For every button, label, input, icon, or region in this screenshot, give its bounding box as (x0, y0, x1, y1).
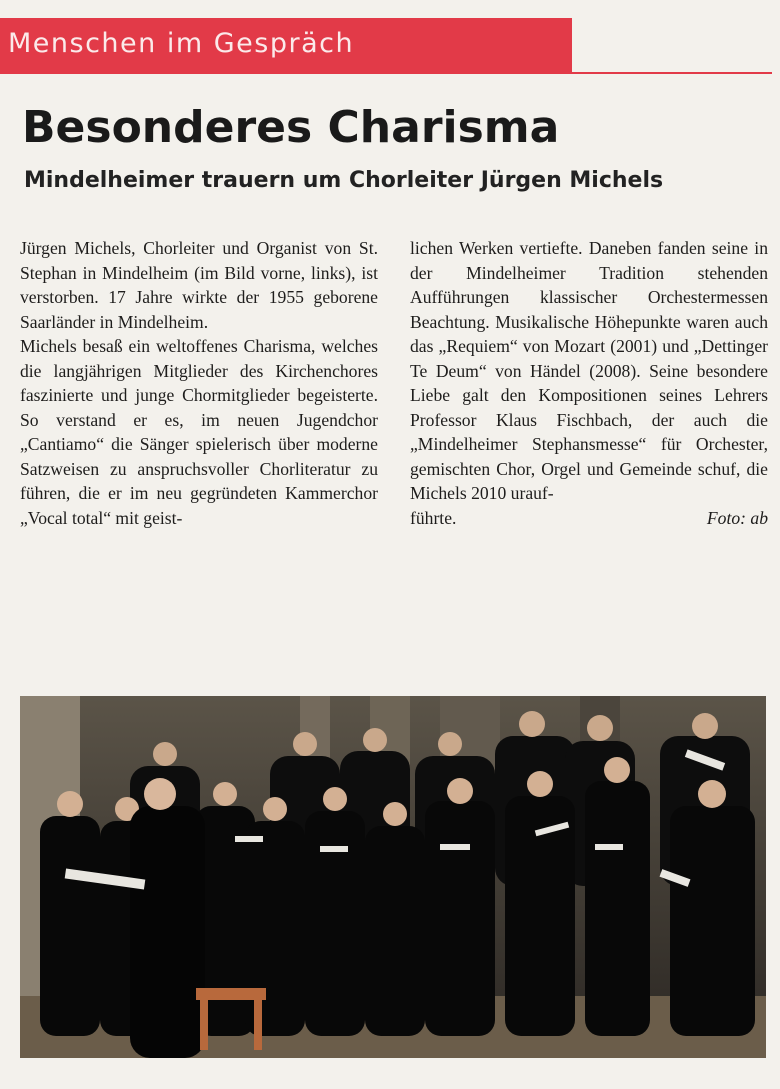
article-paragraph-1: Jürgen Michels, Chorleiter und Organist von St. Stephan in Mindelheim (im Bild vorne, links), ist verstorben. 17 Jahre wirkte der 1955 geborene Saarländer in Mindelheim. (20, 238, 378, 332)
article-subheadline: Mindelheimer trauern um Chorleiter Jürgen Michels (24, 168, 664, 193)
article-paragraph-2: Michels besaß ein weltoffenes Charisma, welches die langjährigen Mitglieder des Kirchenchores faszinierte und junge Chormitglieder begeisterte. So verstand er es, im neuen Jugendchor „Cantiamo“ die Sänger spielerisch über moderne Satzweisen zu anspruchsvoller Chorliteratur zu führen, die er im neu gegründeten Kammerchor „Vocal total“ mit geist- (20, 336, 378, 528)
section-header-rule (572, 72, 772, 74)
article-last-word: führte. (410, 507, 457, 528)
choir-photo-illustration (20, 696, 766, 1058)
article-headline: Besonderes Charisma (22, 102, 560, 153)
article-column-right (410, 236, 768, 530)
article-column-left (20, 236, 378, 530)
section-label: Menschen im Gespräch (8, 28, 355, 59)
article-paragraph-3: lichen Werken vertiefte. Daneben fanden seine in der Mindelheimer Tradition stehenden Aufführungen klassischer Orchestermessen Beachtung. Musikalische Höhepunkte waren auch das „Requiem“ von Mozart (2001) und „Dettinger Te Deum“ von Händel (2008). Seine besondere Liebe galt den Kompositionen seines Lehrers Professor Klaus Fischbach, der auch die „Mindelheimer Stephansmesse“ für Orchester, gemischten Chor, Orgel und Gemeinde schuf, die Michels 2010 urauf- (410, 238, 768, 503)
article-closing-line (410, 506, 768, 531)
photo-credit: Foto: ab (706, 507, 768, 528)
choir-photo (20, 696, 766, 1058)
